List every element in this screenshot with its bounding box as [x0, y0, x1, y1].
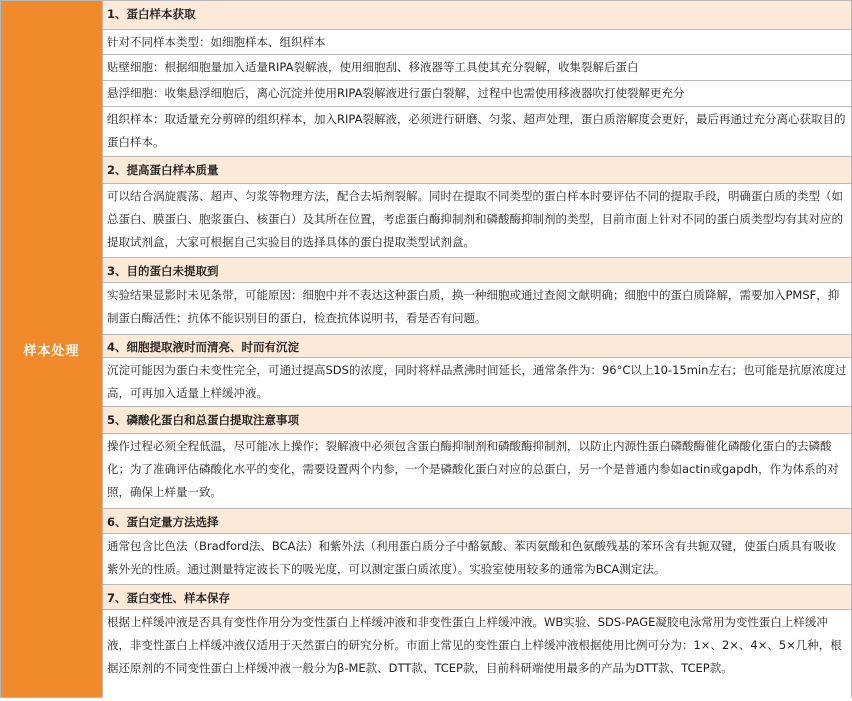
section-header-5: 5、磷酸化蛋白和总蛋白提取注意事项	[103, 407, 851, 434]
section-4-paragraph-1: 沉淀可能因为蛋白未变性完全，可通过提高SDS的浓度，同时将样品煮沸时间延长，通常条件为：96°C以上10-15min左右；也可能是抗原浓度过高，可再加入适量上样缓冲液。	[103, 358, 851, 407]
category-label: 样本处理	[23, 343, 80, 359]
section-header-1: 1、蛋白样本获取	[103, 1, 851, 30]
section-header-7: 7、蛋白变性、样本保存	[103, 585, 851, 610]
section-header-2: 2、提高蛋白样本质量	[103, 157, 851, 184]
section-2-paragraph-1: 可以结合涡旋震荡、超声、匀浆等物理方法，配合去垢剂裂解。同时在提取不同类型的蛋白样本时要评估不同的提取手段，明确蛋白质的类型（如总蛋白、膜蛋白、胞浆蛋白、核蛋白）及其所在位置，考虑蛋白酶抑制剂和磷酸酶抑制剂的类型，目前市面上针对不同的蛋白质类型均有其对应的提取试剂盒，大家可根据自己实验目的选择具体的蛋白提取类型试剂盒。	[103, 184, 851, 258]
section-header-6: 6、蛋白定量方法选择	[103, 509, 851, 534]
section-6-paragraph-1: 通常包含比色法（Bradford法、BCA法）和紫外法（利用蛋白质分子中酪氨酸、苯丙氨酸和色氨酸残基的苯环含有共轭双键，使蛋白质具有吸收紫外光的性质。通过测量特定波长下的吸光度，可以测定蛋白质浓度）。实验室使用较多的通常为BCA测定法。	[103, 534, 851, 585]
section-1-paragraph-3: 悬浮细胞：收集悬浮细胞后，离心沉淀并使用RIPA裂解液进行蛋白裂解，过程中也需使用移液器吹打使裂解更充分	[103, 81, 851, 107]
content-column	[103, 1, 851, 701]
section-7-paragraph-1: 根据上样缓冲液是否具有变性作用分为变性蛋白上样缓冲液和非变性蛋白上样缓冲液。WB实验、SDS-PAGE凝胶电泳常用为变性蛋白上样缓冲液，非变性蛋白上样缓冲液仅适用于天然蛋白的研究分析。市面上常见的变性蛋白上样缓冲液根据使用比例可分为：1×、2×、4×、5×几种，根据还原剂的不同变性蛋白上样缓冲液一般分为β-ME款、DTT款、TCEP款，目前科研端使用最多的产品为DTT款、TCEP款。	[103, 610, 851, 701]
section-1-paragraph-4: 组织样本：取适量充分剪碎的组织样本，加入RIPA裂解液，必须进行研磨、匀浆、超声处理，蛋白质溶解度会更好，最后再通过充分离心获取目的蛋白样本。	[103, 107, 851, 157]
section-1-paragraph-1: 针对不同样本类型：如细胞样本、组织样本	[103, 30, 851, 55]
section-5-paragraph-1: 操作过程必须全程低温，尽可能冰上操作；裂解液中必须包含蛋白酶抑制剂和磷酸酶抑制剂，以防止内源性蛋白磷酸酶催化磷酸化蛋白的去磷酸化；为了准确评估磷酸化水平的变化，需要设置两个内参，一个是磷酸化蛋白对应的总蛋白，另一个是普通内参如actin或gapdh，作为体系的对照，确保上样量一致。	[103, 434, 851, 509]
section-header-3: 3、目的蛋白未提取到	[103, 258, 851, 283]
section-3-paragraph-1: 实验结果显影时未见条带，可能原因：细胞中并不表达这种蛋白质，换一种细胞或通过查阅文献明确；细胞中的蛋白质降解，需要加入PMSF，抑制蛋白酶活性；抗体不能识别目的蛋白，检查抗体说明书，看是否有问题。	[103, 283, 851, 335]
section-header-4: 4、细胞提取液时而清亮、时而有沉淀	[103, 335, 851, 358]
category-cell	[1, 1, 103, 697]
section-1-paragraph-2: 贴壁细胞：根据细胞量加入适量RIPA裂解液，使用细胞刮、移液器等工具使其充分裂解，收集裂解后蛋白	[103, 55, 851, 81]
